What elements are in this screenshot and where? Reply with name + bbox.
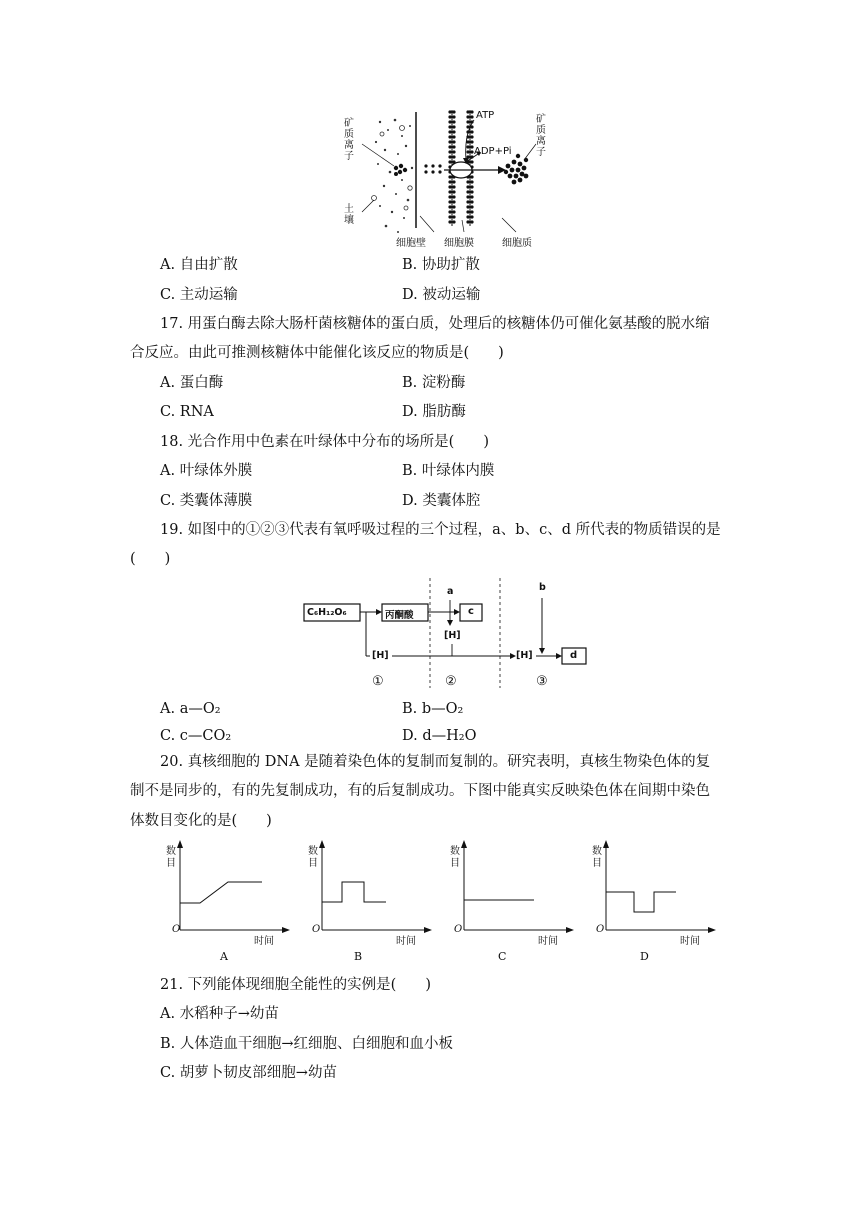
q18-option-a[interactable]: A. 叶绿体外膜: [160, 463, 253, 479]
q19-option-b[interactable]: B. b—O₂: [402, 701, 464, 717]
q19-option-c[interactable]: C. c—CO₂: [160, 728, 232, 744]
q19-option-d[interactable]: D. d—H₂O: [402, 728, 477, 744]
graph-c-xlabel: 时间: [538, 936, 558, 947]
cytoplasm-label: 细胞质: [502, 238, 532, 249]
atp-label: ATP: [476, 110, 495, 121]
membrane-diagram-svg: [340, 108, 560, 250]
q20-graphs-svg: [160, 840, 720, 968]
q17-option-a[interactable]: A. 蛋白酶: [160, 375, 224, 391]
mineral-ion-label-right: 矿质离子: [536, 114, 546, 158]
q19-option-a[interactable]: A. a—O₂: [160, 701, 221, 717]
stage2-label: ②: [445, 674, 457, 689]
q21-stem: 21. 下列能体现细胞全能性的实例是( ): [160, 977, 431, 993]
graph-d-line: [606, 892, 676, 912]
q18-option-b[interactable]: B. 叶绿体内膜: [402, 463, 495, 479]
pyruvate-label: 丙酮酸: [385, 610, 414, 621]
q18-option-c[interactable]: C. 类囊体薄膜: [160, 493, 253, 509]
b-label: b: [539, 582, 546, 593]
q21-option-c[interactable]: C. 胡萝卜韧皮部细胞→幼苗: [160, 1065, 337, 1081]
q17-stem-line2: 合反应。由此可推测核糖体中能催化该反应的物质是( ): [130, 345, 504, 361]
q16-option-b[interactable]: B. 协助扩散: [402, 257, 480, 273]
q16-option-d[interactable]: D. 被动运输: [402, 287, 481, 303]
graph-c-letter[interactable]: C: [498, 950, 507, 963]
graph-a-ylabel: 数目: [166, 846, 176, 869]
q18-stem: 18. 光合作用中色素在叶绿体中分布的场所是( ): [160, 434, 489, 450]
h2-label: [H]: [444, 630, 461, 641]
h3-label: [H]: [516, 650, 533, 661]
cell-membrane-label: 细胞膜: [444, 238, 474, 249]
q19-stem-line1: 19. 如图中的①②③代表有氧呼吸过程的三个过程，a、b、c、d 所代表的物质错误的是: [160, 522, 721, 538]
q17-option-b[interactable]: B. 淀粉酶: [402, 375, 466, 391]
graph-d-xlabel: 时间: [680, 936, 700, 947]
stage3-label: ③: [536, 674, 548, 689]
graph-c-origin: O: [454, 924, 463, 935]
q17-option-c[interactable]: C. RNA: [160, 404, 214, 420]
a-label: a: [447, 586, 454, 597]
q20-stem-line1: 20. 真核细胞的 DNA 是随着染色体的复制而复制的。研究表明，真核生物染色体的复: [160, 754, 711, 770]
q16-option-a[interactable]: A. 自由扩散: [160, 257, 238, 273]
q21-option-a[interactable]: A. 水稻种子→幼苗: [160, 1006, 279, 1022]
cell-wall-label: 细胞壁: [396, 238, 426, 249]
q18-option-d[interactable]: D. 类囊体腔: [402, 493, 481, 509]
soil-label: 土壤: [344, 204, 354, 226]
graph-d-origin: O: [596, 924, 605, 935]
q19-stem-line2: ( ): [130, 551, 171, 567]
graph-b-line: [322, 882, 386, 902]
graph-a-xlabel: 时间: [254, 936, 274, 947]
adp-label: ADP+Pi: [474, 146, 512, 157]
graph-b-letter[interactable]: B: [354, 950, 363, 963]
q20-stem-line2: 制不是同步的，有的先复制成功，有的后复制成功。下图中能真实反映染色体在间期中染色: [130, 783, 710, 799]
q17-option-d[interactable]: D. 脂肪酶: [402, 404, 466, 420]
graph-c-ylabel: 数目: [450, 846, 460, 869]
graph-a-line: [180, 882, 262, 903]
h1-label: [H]: [372, 650, 389, 661]
q17-stem-line1: 17. 用蛋白酶去除大肠杆菌核糖体的蛋白质，处理后的核糖体仍可催化氨基酸的脱水缩: [160, 316, 710, 332]
ion-cluster-left: [394, 164, 407, 176]
q20-stem-line3: 体数目变化的是( ): [130, 813, 272, 829]
q20-graphs: [160, 840, 720, 968]
graph-d-ylabel: 数目: [592, 846, 602, 869]
ion-cluster-right: [504, 154, 529, 185]
graph-a-origin: O: [172, 924, 181, 935]
glucose-label: C₆H₁₂O₆: [307, 607, 347, 618]
q21-option-b[interactable]: B. 人体造血干细胞→红细胞、白细胞和血小板: [160, 1036, 454, 1052]
graph-b-origin: O: [312, 924, 321, 935]
graph-b-ylabel: 数目: [308, 846, 318, 869]
d-label: d: [570, 650, 578, 661]
membrane-transport-figure: [340, 108, 560, 250]
graph-a-letter[interactable]: A: [220, 950, 228, 963]
c-label: c: [468, 606, 474, 617]
mineral-ion-label-left: 矿质离子: [344, 118, 354, 162]
respiration-figure: [300, 578, 600, 690]
graph-b-xlabel: 时间: [396, 936, 416, 947]
q16-option-c[interactable]: C. 主动运输: [160, 287, 238, 303]
graph-d-letter[interactable]: D: [640, 950, 649, 963]
stage1-label: ①: [372, 674, 384, 689]
